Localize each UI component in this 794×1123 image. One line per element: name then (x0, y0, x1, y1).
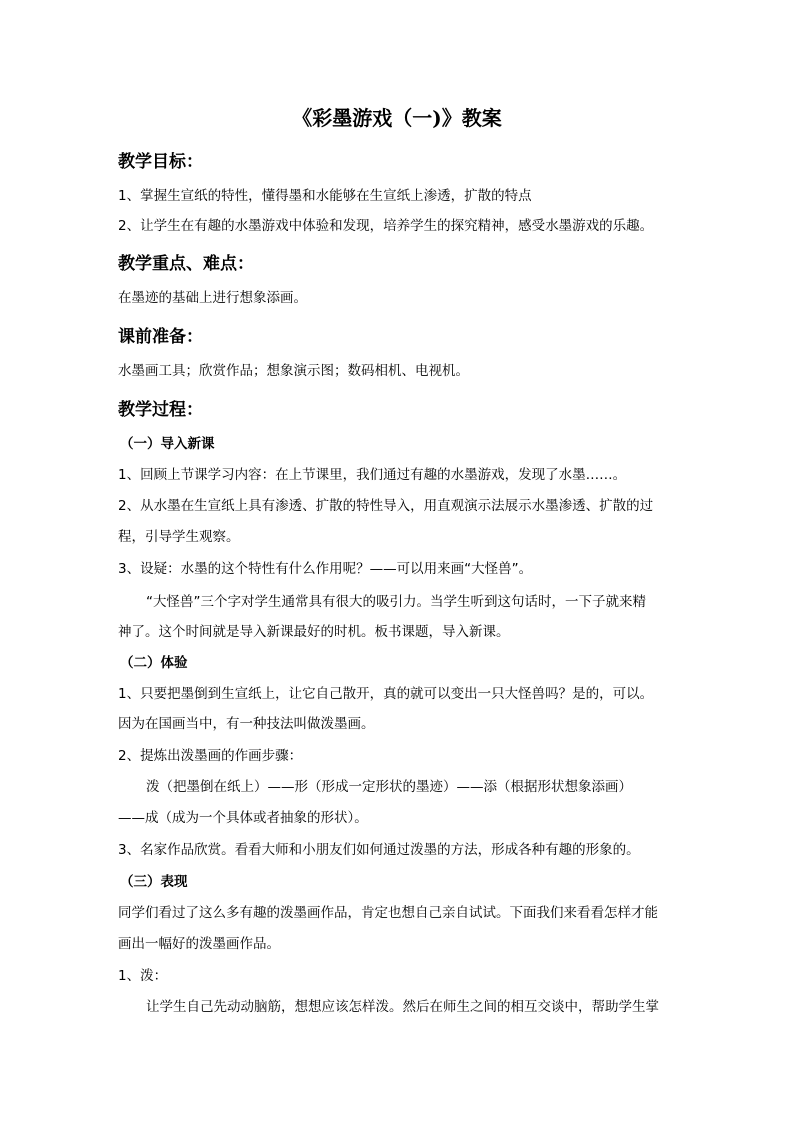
part3-line-3: 1、泼： (118, 968, 168, 984)
subheading-part1: （一）导入新课 (120, 436, 215, 452)
part2-line-3: 2、提炼出泼墨画的作画步骤： (118, 748, 303, 764)
heading-key-points: 教学重点、难点： (118, 254, 254, 274)
heading-objectives: 教学目标： (118, 152, 203, 172)
part2-line-6: 3、名家作品欣赏。看看大师和小朋友们如何通过泼墨的方法，形成各种有趣的形象的。 (118, 842, 640, 858)
part1-line-5: “大怪兽”三个字对学生通常具有很大的吸引力。当学生听到这句话时，一下子就来精 (146, 594, 646, 610)
part2-line-1: 1、只要把墨倒到生宣纸上，让它自己散开，真的就可以变出一只大怪兽吗？是的，可以。 (118, 686, 654, 702)
part1-line-1: 1、回顾上节课学习内容：在上节课里，我们通过有趣的水墨游戏，发现了水墨……。 (118, 467, 627, 483)
subheading-part2: （二）体验 (120, 655, 188, 671)
preparation-text: 水墨画工具；欣赏作品；想象演示图；数码相机、电视机。 (118, 363, 469, 379)
heading-preparation: 课前准备： (118, 327, 203, 347)
part1-line-3: 程，引导学生观察。 (118, 529, 240, 545)
heading-process: 教学过程： (118, 400, 203, 420)
part1-line-6: 神了。这个时间就是导入新课最好的时机。板书课题，导入新课。 (118, 624, 510, 640)
objective-item-1: 1、掌握生宣纸的特性，懂得墨和水能够在生宣纸上渗透，扩散的特点 (118, 188, 532, 204)
part3-line-1: 同学们看过了这么多有趣的泼墨画作品，肯定也想自己亲自试试。下面我们来看看怎样才能 (118, 905, 658, 921)
part2-line-4: 泼（把墨倒在纸上）——形（形成一定形状的墨迹）——添（根据形状想象添画） (146, 779, 632, 795)
part1-line-2: 2、从水墨在生宣纸上具有渗透、扩散的特性导入，用直观演示法展示水墨渗透、扩散的过 (118, 498, 654, 514)
part1-line-4: 3、设疑：水墨的这个特性有什么作用呢？——可以用来画“大怪兽”。 (118, 561, 533, 577)
part2-line-5: ——成（成为一个具体或者抽象的形状）。 (118, 810, 368, 826)
part3-line-2: 画出一幅好的泼墨画作品。 (118, 936, 280, 952)
document-title: 《彩墨游戏（一)》教案 (292, 106, 502, 130)
objective-item-2: 2、让学生在有趣的水墨游戏中体验和发现，培养学生的探究精神，感受水墨游戏的乐趣。 (118, 218, 654, 234)
part2-line-2: 因为在国画当中，有一种技法叫做泼墨画。 (118, 716, 375, 732)
key-points-text: 在墨迹的基础上进行想象添画。 (118, 290, 307, 306)
subheading-part3: （三）表现 (120, 874, 188, 890)
part3-line-4: 让学生自己先动动脑筋，想想应该怎样泼。然后在师生之间的相互交谈中，帮助学生掌 (146, 999, 659, 1015)
